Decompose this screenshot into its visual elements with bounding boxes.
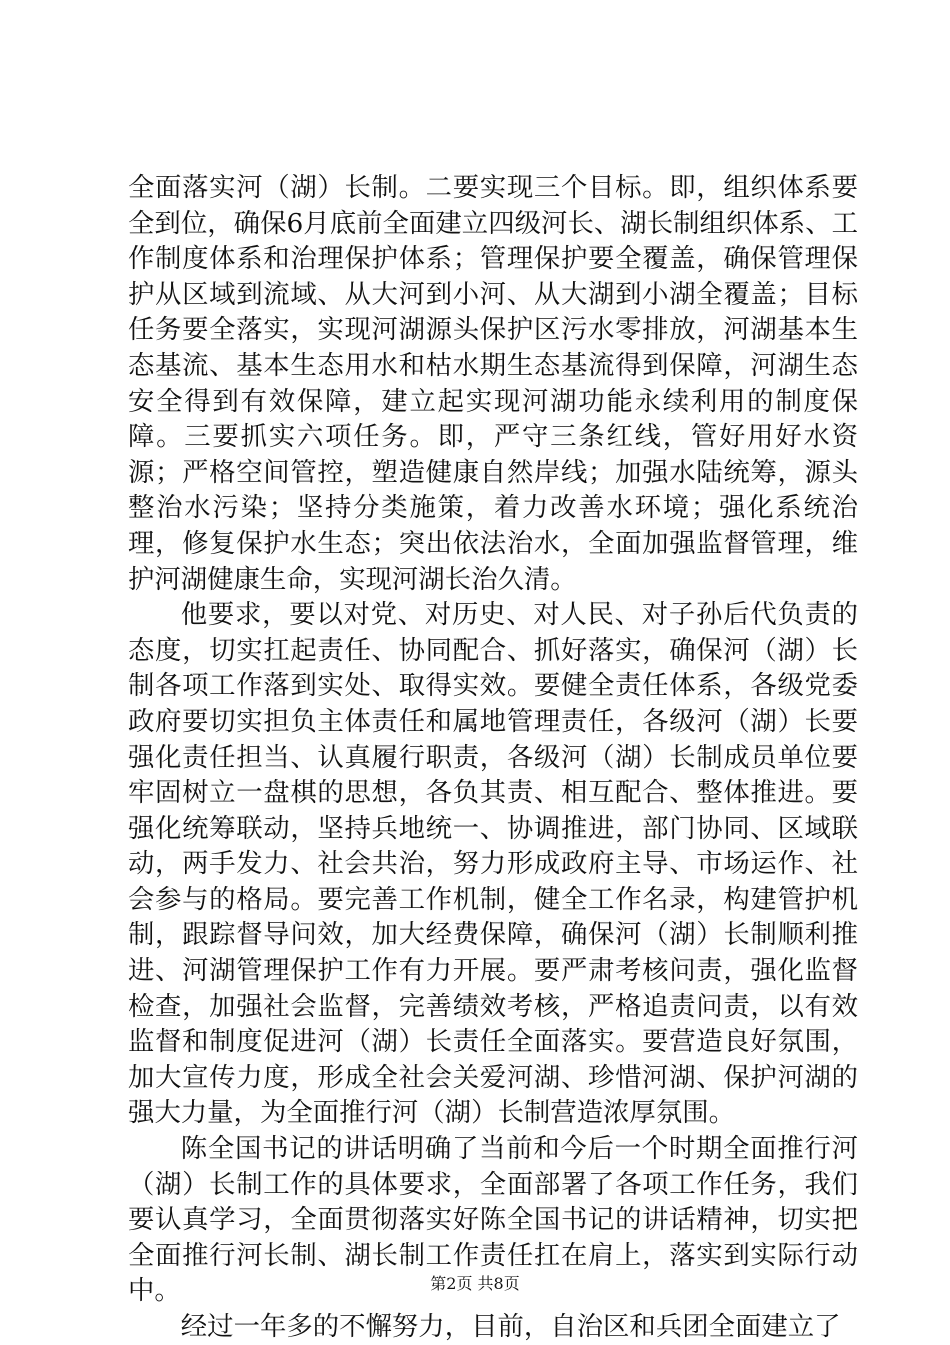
paragraph-4: 经过一年多的不懈努力，目前，自治区和兵团全面建立了 — [180, 1311, 841, 1342]
page-number-footer: 第2页 共8页 — [430, 1274, 520, 1293]
paragraph-3: 陈全国书记的讲话明确了当前和今后一个时期全面推行河（湖）长制工作的具体要求，全面部署了各项工作任务，我们要认真学习，全面贯彻落实好陈全国书记的讲话精神，切实把全面推行河长制、湖长制工作责任扛在肩上，落实到实际行动中。 — [128, 1133, 858, 1307]
document-body — [128, 170, 858, 1345]
paragraph-1: 全面落实河（湖）长制。二要实现三个目标。即，组织体系要全到位，确保6月底前全面建立四级河长、湖长制组织体系、工作制度体系和治理保护体系；管理保护要全覆盖，确保管理保护从区域到流域、从大河到小河、从大湖到小湖全覆盖；目标任务要全落实，实现河湖源头保护区污水零排放，河湖基本生态基流、基本生态用水和枯水期生态基流得到保障，河湖生态安全得到有效保障，建立起实现河湖功能永续利用的制度保障。三要抓实六项任务。即，严守三条红线，管好用好水资源；严格空间管控，塑造健康自然岸线；加强水陆统筹，源头整治水污染；坚持分类施策，着力改善水环境；强化系统治理，修复保护水生态；突出依法治水，全面加强监督管理，维护河湖健康生命，实现河湖长治久清。 — [128, 172, 858, 595]
paragraph-2: 他要求，要以对党、对历史、对人民、对子孙后代负责的态度，切实扛起责任、协同配合、抓好落实，确保河（湖）长制各项工作落到实处、取得实效。要健全责任体系，各级党委政府要切实担负主体责任和属地管理责任，各级河（湖）长要强化责任担当、认真履行职责，各级河（湖）长制成员单位要牢固树立一盘棋的思想，各负其责、相互配合、整体推进。要强化统筹联动，坚持兵地统一、协调推进，部门协同、区域联动，两手发力、社会共治，努力形成政府主导、市场运作、社会参与的格局。要完善工作机制，健全工作名录，构建管护机制，跟踪督导问效，加大经费保障，确保河（湖）长制顺利推进、河湖管理保护工作有力开展。要严肃考核问责，强化监督检查，加强社会监督，完善绩效考核，严格追责问责，以有效监督和制度促进河（湖）长责任全面落实。要营造良好氛围，加大宣传力度，形成全社会关爱河湖、珍惜河湖、保护河湖的强大力量，为全面推行河（湖）长制营造浓厚氛围。 — [128, 599, 858, 1129]
